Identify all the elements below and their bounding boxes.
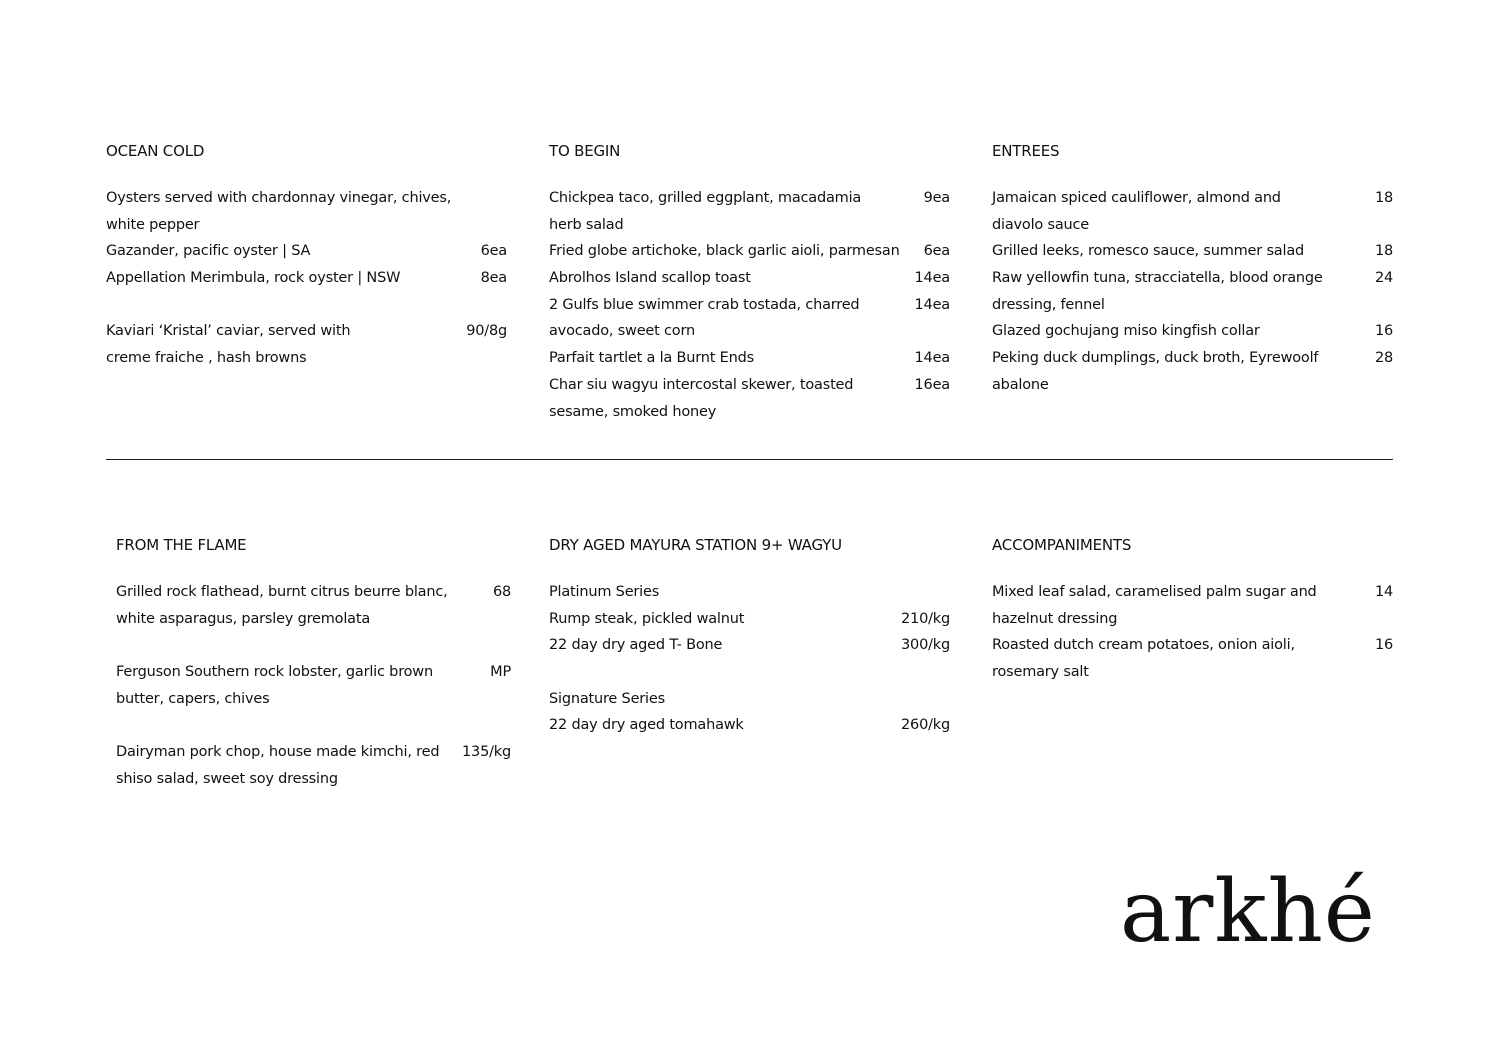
item-description-line: creme fraiche , hash browns [106,350,307,367]
menu-item [549,345,950,372]
item-description-line: Roasted dutch cream potatoes, onion aioli, [992,637,1295,654]
item-description-line: Rump steak, pickled walnut [549,610,745,627]
item-price: 18 [1374,190,1393,206]
item-description-line: Peking duck dumplings, duck broth, Eyrewoolf [992,350,1319,367]
item-description-line: avocado, sweet corn [549,323,695,340]
section-title: TO BEGIN [549,142,621,160]
item-description-line: 22 day dry aged tomahawk [549,717,744,734]
menu-item [992,185,1393,238]
item-description-line: shiso salad, sweet soy dressing [116,770,338,787]
menu-section [116,535,511,787]
item-description-line: butter, capers, chives [116,690,270,707]
menu-item [116,659,511,712]
item-description-line: sesame, smoked honey [549,403,717,420]
item-price: 90/8g [466,323,507,340]
item-description-line: Grilled leeks, romesco sauce, summer salad [992,243,1305,260]
menu-item [549,606,950,633]
item-price: 18 [1374,243,1393,260]
menu-item [106,318,507,371]
item-description-line: rosemary salt [992,664,1089,681]
section-title: OCEAN COLD [106,142,205,160]
menu-item [106,265,507,292]
item-description-line: Signature Series [549,690,665,707]
item-description-line: Grilled rock flathead, burnt citrus beurre blanc, [116,584,448,600]
item-description-line: Chickpea taco, grilled eggplant, macadamia [549,190,862,206]
item-price: 16ea [914,376,950,393]
menu-item [549,712,950,739]
menu-item [549,632,950,659]
item-description-line: Raw yellowfin tuna, stracciatella, blood orange [992,270,1323,287]
item-price: 14ea [914,350,950,367]
menu-section [106,141,507,367]
menu-item [549,292,950,345]
item-description-line: hazelnut dressing [992,610,1118,627]
item-price: 16 [1374,637,1393,654]
item-price: 8ea [480,270,507,287]
section-title: DRY AGED MAYURA STATION 9+ WAGYU [549,536,842,554]
menu-item [116,739,511,792]
item-description-line: herb salad [549,216,624,233]
item-description-line: Gazander, pacific oyster | SA [106,243,311,260]
menu-item [116,579,511,632]
item-description-line: Parfait tartlet a la Burnt Ends [549,350,754,367]
item-description-line: Fried globe artichoke, black garlic aioli, parmesan [549,243,900,260]
item-price: 6ea [480,243,507,260]
item-price: 14ea [914,270,950,287]
item-price: 16 [1374,323,1393,340]
item-price: 28 [1374,350,1393,367]
item-price: 24 [1374,270,1393,287]
item-price: 135/kg [462,744,511,761]
item-price: MP [490,664,511,681]
item-description-line: 22 day dry aged T- Bone [549,637,723,654]
menu-section [549,141,950,420]
menu-subheading [549,686,950,713]
menu-subheading [549,579,950,606]
menu-subheading [106,185,507,238]
menu-section [992,535,1393,681]
item-description-line: Platinum Series [549,584,660,600]
item-description-line: Glazed gochujang miso kingfish collar [992,323,1260,340]
section-title: ACCOMPANIMENTS [992,536,1132,554]
section-title: FROM THE FLAME [116,536,247,554]
menu-item [992,265,1393,318]
menu-item [992,318,1393,345]
menu-item [549,238,950,265]
item-description-line: abalone [992,376,1049,393]
item-description-line: Jamaican spiced cauliflower, almond and [992,190,1281,206]
item-price: 260/kg [901,717,950,734]
item-description-line: Kaviari ‘Kristal’ caviar, served with [106,323,351,340]
item-price: 68 [492,584,511,600]
item-price: 14 [1374,584,1393,600]
menu-item [549,185,950,238]
menu-item [992,238,1393,265]
menu-section [992,141,1393,393]
item-description-line: diavolo sauce [992,216,1090,233]
item-price: 300/kg [901,637,950,654]
item-description-line: Oysters served with chardonnay vinegar, chives, [106,190,452,206]
menu-item [106,238,507,265]
item-description-line: white asparagus, parsley gremolata [116,610,371,627]
item-description-line: Dairyman pork chop, house made kimchi, red [116,744,440,761]
item-description-line: Appellation Merimbula, rock oyster | NSW [106,270,401,287]
item-description-line: Char siu wagyu intercostal skewer, toasted [549,376,854,393]
section-divider [106,459,1393,460]
menu-item [992,632,1393,685]
section-title: ENTREES [992,142,1060,160]
item-description-line: white pepper [106,216,200,233]
item-price: 6ea [923,243,950,260]
item-description-line: 2 Gulfs blue swimmer crab tostada, charred [549,296,860,313]
menu-item [992,579,1393,632]
item-description-line: dressing, fennel [992,296,1105,313]
menu-item [992,345,1393,398]
item-price: 14ea [914,296,950,313]
item-description-line: Abrolhos Island scallop toast [549,270,751,287]
item-price: 9ea [923,190,950,206]
menu-item [549,265,950,292]
item-description-line: Ferguson Southern rock lobster, garlic brown [116,664,433,681]
brand-logo: arkhé [1120,862,1376,962]
menu-section [549,535,950,734]
item-description-line: Mixed leaf salad, caramelised palm sugar and [992,584,1317,600]
item-price: 210/kg [901,610,950,627]
menu-item [549,372,950,425]
